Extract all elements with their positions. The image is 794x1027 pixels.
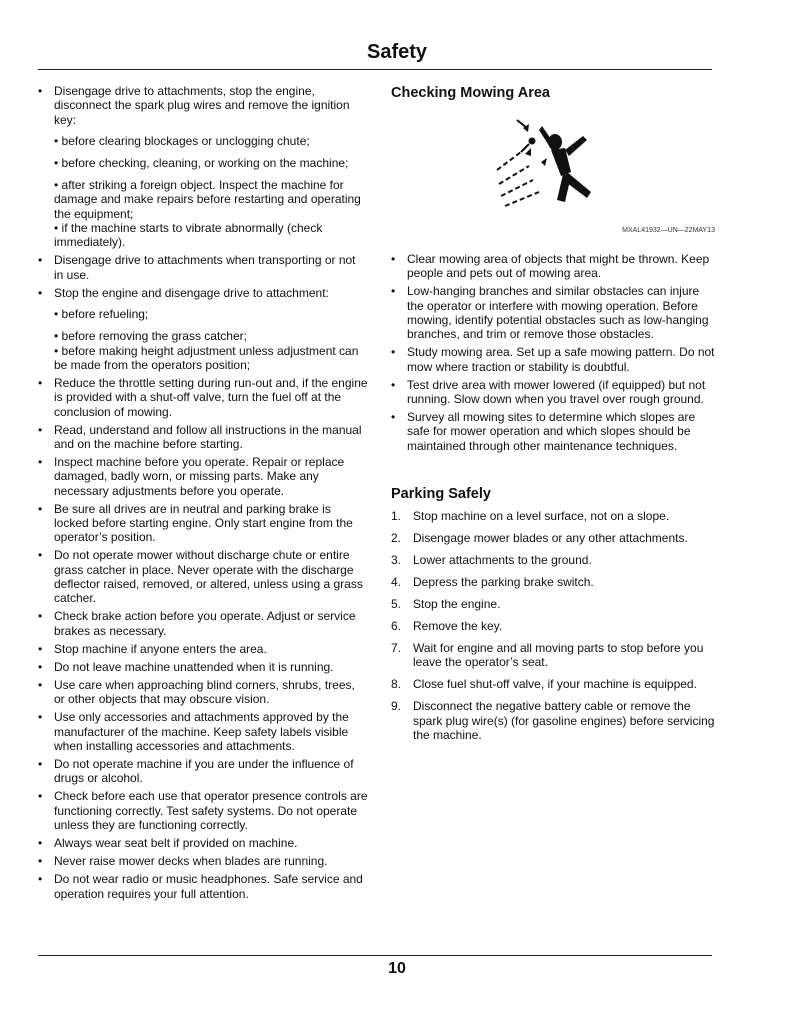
list-item — [391, 641, 715, 670]
sub-item: • before making height adjustment unless adjustment can be made from the operators position; — [54, 343, 359, 372]
step-text: Close fuel shut-off valve, if your machine is equipped. — [413, 677, 697, 692]
step-text: Lower attachments to the ground. — [413, 553, 592, 568]
sub-item: • before removing the grass catcher; — [54, 329, 247, 344]
list-item: • Be sure all drives are in neutral and parking brake is locked before starting engine. Only start engine from the operator’s position. — [38, 502, 368, 545]
step-number: 1. — [391, 509, 402, 524]
bullet-text: • Stop the engine and disengage drive to attachment: — [54, 285, 329, 300]
sub-item: • before clearing blockages or unclogging chute; — [54, 134, 310, 149]
step-text: Wait for engine and all moving parts to stop before you leave the operator’s seat. — [413, 640, 704, 670]
parking-steps-list — [391, 509, 715, 742]
step-text: Stop the engine. — [413, 596, 501, 611]
step-number: 8. — [391, 677, 402, 692]
list-item — [391, 531, 715, 545]
left-column — [38, 84, 368, 905]
sub-item: • before checking, cleaning, or working on the machine; — [54, 156, 349, 171]
footer-rule — [38, 955, 712, 956]
safety-figure — [391, 112, 715, 238]
list-item — [38, 286, 368, 372]
step-text: Disconnect the negative battery cable or remove the spark plug wire(s) (for gasoline engines) before servicing the machine. — [413, 699, 715, 742]
list-item — [391, 597, 715, 611]
figure-caption: MXAL41932—UN—22MAY13 — [622, 227, 715, 234]
step-number: 3. — [391, 553, 402, 568]
list-item: • Test drive area with mower lowered (if equipped) but not running. Slow down when you travel over rough ground. — [391, 378, 715, 407]
list-item: • Inspect machine before you operate. Repair or replace damaged, badly worn, or missing parts. Make any necessary adjustments before you operate. — [38, 455, 368, 498]
section-heading-parking-safely: Parking Safely — [391, 486, 491, 503]
header-rule — [38, 69, 712, 70]
step-number: 6. — [391, 618, 402, 633]
page-title: Safety — [366, 41, 428, 63]
step-number: 7. — [391, 640, 402, 655]
list-item — [391, 699, 715, 742]
list-item: • Always wear seat belt if provided on machine. — [38, 836, 368, 850]
list-item: • Stop machine if anyone enters the area. — [38, 642, 368, 656]
list-item: • Survey all mowing sites to determine which slopes are safe for mower operation and which slopes should be maintained through other maintenance techniques. — [391, 410, 715, 453]
step-text: Stop machine on a level surface, not on a slope. — [413, 509, 670, 524]
list-item: • Do not operate mower without discharge chute or entire grass catcher in place. Never operate with the discharge deflector raised, removed, or altered, unless using a grass catcher. — [38, 548, 368, 605]
list-item — [38, 84, 368, 249]
step-number: 9. — [391, 699, 402, 714]
list-item — [391, 509, 715, 523]
step-number: 5. — [391, 596, 402, 611]
section-heading-mowing-area: Checking Mowing Area — [391, 85, 550, 101]
thrown-object-hazard-icon — [495, 114, 607, 210]
list-item — [391, 677, 715, 691]
right-column — [391, 84, 715, 750]
list-item — [391, 575, 715, 589]
page-number: 10 — [388, 960, 406, 977]
list-item — [391, 553, 715, 567]
list-item: • Check before each use that operator presence controls are functioning correctly. Test safety systems. Do not operate unless they are functioning correctly. — [38, 789, 368, 832]
step-text: Depress the parking brake switch. — [413, 575, 594, 589]
list-item: • Check brake action before you operate. Adjust or service brakes as necessary. — [38, 609, 368, 638]
sub-item: • before refueling; — [54, 307, 149, 322]
step-text: Remove the key. — [413, 618, 503, 633]
list-item: • Use only accessories and attachments approved by the manufacturer of the machine. Keep safety labels visible when installing accessories and attachments. — [38, 710, 368, 753]
list-item: • Low-hanging branches and similar obstacles can injure the operator or interfere with mowing operation. Before mowing, identify potential obstacles such as low-hanging branches, and trim or remove those obstacles. — [391, 284, 715, 341]
list-item: • Read, understand and follow all instructions in the manual and on the machine before starting. — [38, 423, 368, 452]
list-item: • Never raise mower decks when blades are running. — [38, 854, 368, 868]
safety-bullet-list — [38, 84, 368, 901]
list-item: • Reduce the throttle setting during run-out and, if the engine is provided with a shut-off valve, turn the fuel off at the conclusion of mowing. — [38, 376, 368, 419]
bullet-text: • Disengage drive to attachments, stop the engine, disconnect the spark plug wires and remove the ignition key: — [54, 84, 350, 127]
sub-item: • after striking a foreign object. Inspect the machine for damage and make repairs before restarting and operating the equipment; — [54, 177, 361, 221]
list-item: • Do not leave machine unattended when it is running. — [38, 660, 368, 674]
list-item: • Use care when approaching blind corners, shrubs, trees, or other objects that may obscure vision. — [38, 678, 368, 707]
step-text: Disengage mower blades or any other attachments. — [413, 531, 688, 546]
mowing-area-bullet-list — [391, 252, 715, 453]
step-number: 4. — [391, 575, 402, 589]
list-item: • Disengage drive to attachments when transporting or not in use. — [38, 253, 368, 282]
list-item: • Clear mowing area of objects that might be thrown. Keep people and pets out of mowing area. — [391, 252, 715, 281]
list-item: • Study mowing area. Set up a safe mowing pattern. Do not mow where traction or stability is doubtful. — [391, 345, 715, 374]
sub-item: • if the machine starts to vibrate abnormally (check immediately). — [54, 220, 323, 250]
list-item: • Do not wear radio or music headphones. Safe service and operation requires your full attention. — [38, 872, 368, 901]
step-number: 2. — [391, 531, 402, 546]
list-item — [391, 619, 715, 633]
list-item: • Do not operate machine if you are under the influence of drugs or alcohol. — [38, 757, 368, 786]
